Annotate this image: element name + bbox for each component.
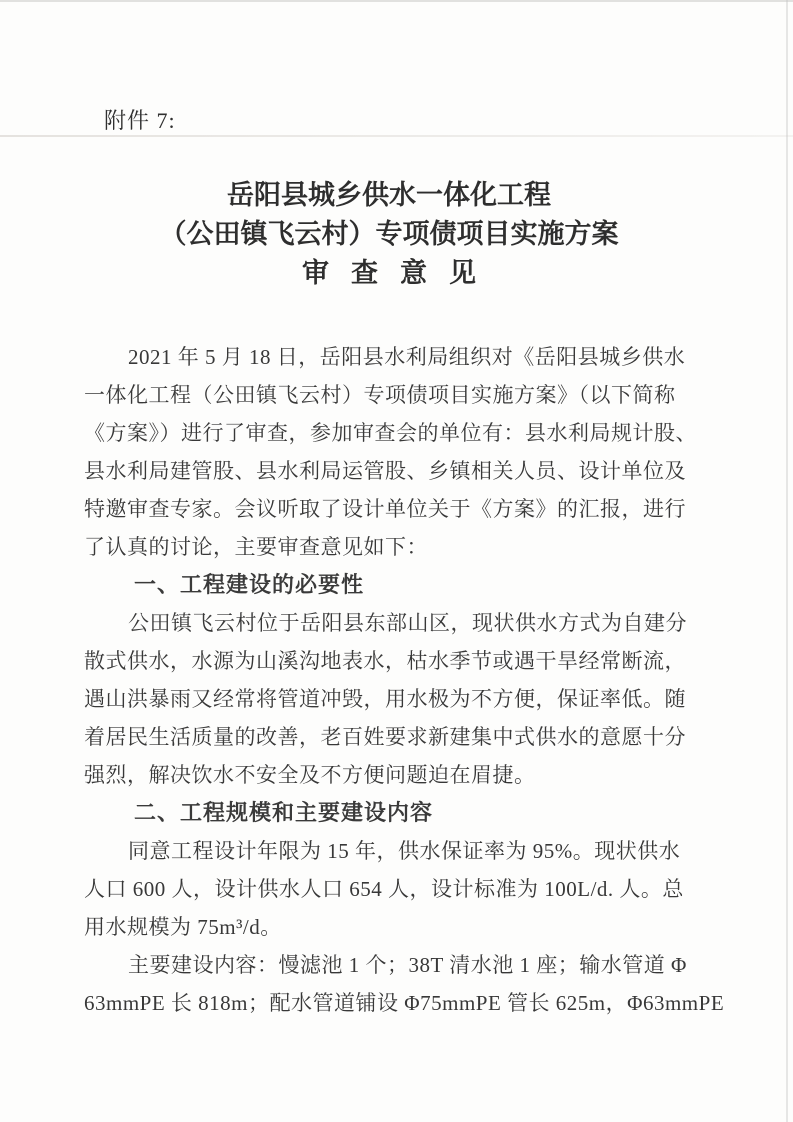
body-line: 公田镇飞云村位于岳阳县东部山区，现状供水方式为自建分 — [128, 611, 687, 635]
body-line: 了认真的讨论，主要审查意见如下： — [84, 535, 428, 559]
body-line: 人口 600 人，设计供水人口 654 人，设计标准为 100L/d. 人。总 — [84, 877, 684, 901]
body-line: 主要建设内容：慢滤池 1 个；38T 清水池 1 座；输水管道 Φ — [128, 953, 687, 977]
title-line-2: （公田镇飞云村）专项债项目实施方案 — [159, 219, 619, 249]
document-body — [84, 338, 725, 1022]
body-line: 63mmPE 长 818m；配水管道铺设 Φ75mmPE 管长 625m，Φ63mmPE — [84, 991, 725, 1015]
body-line: 遇山洪暴雨又经常将管道冲毁，用水极为不方便，保证率低。随 — [84, 687, 686, 711]
body-line: 着居民生活质量的改善，老百姓要求新建集中式供水的意愿十分 — [84, 725, 686, 749]
title-line-1: 岳阳县城乡供水一体化工程 — [227, 180, 551, 210]
body-line: 《方案》）进行了审查，参加审查会的单位有：县水利局规计股、 — [84, 421, 697, 445]
scan-artifact-horizontal-line — [0, 135, 793, 137]
body-line: 强烈，解决饮水不安全及不方便问题迫在眉捷。 — [84, 763, 536, 787]
body-line: 用水规模为 75m³/d。 — [84, 915, 282, 939]
body-line: 散式供水，水源为山溪沟地表水，枯水季节或遇干旱经常断流， — [84, 649, 686, 673]
attachment-label: 附件 7: — [104, 108, 176, 133]
section-heading-2: 二、工程规模和主要建设内容 — [134, 800, 434, 825]
body-line: 县水利局建管股、县水利局运管股、乡镇相关人员、设计单位及 — [84, 459, 686, 483]
scan-artifact-vertical-line — [786, 0, 788, 1122]
body-line: 特邀审查专家。会议听取了设计单位关于《方案》的汇报，进行 — [84, 497, 686, 521]
section-heading-1: 一、工程建设的必要性 — [134, 572, 365, 597]
document-title — [84, 176, 694, 293]
body-line: 一体化工程（公田镇飞云村）专项债项目实施方案》（以下简称 — [84, 383, 676, 407]
scan-artifact-top-edge — [0, 0, 793, 2]
body-line: 同意工程设计年限为 15 年，供水保证率为 95%。现状供水 — [128, 839, 681, 863]
body-line: 2021 年 5 月 18 日，岳阳县水利局组织对《岳阳县城乡供水 — [128, 345, 686, 369]
title-line-3-review-opinion: 审查意见 — [302, 258, 498, 288]
